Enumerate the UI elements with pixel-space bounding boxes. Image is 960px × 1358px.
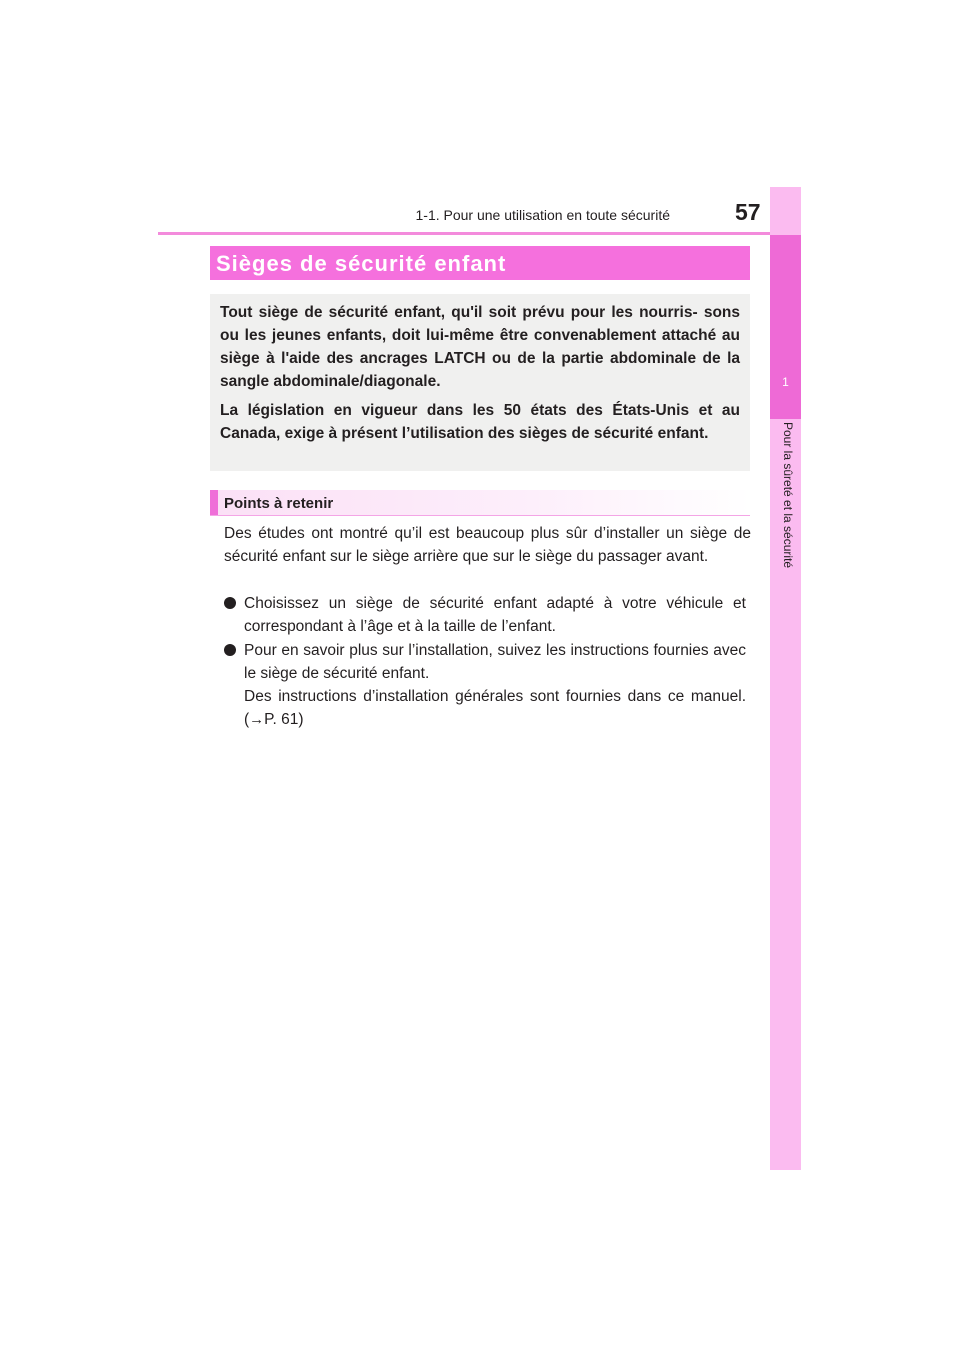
subhead-underline <box>210 515 750 516</box>
page-reference: P. 61) <box>264 711 304 728</box>
subhead-title: Points à retenir <box>224 495 334 512</box>
page-number: 57 <box>735 199 761 225</box>
intro-paragraph-1: Tout siège de sécurité enfant, qu'il soit prévu pour les nourris- sons ou les jeunes enfants, doit lui-même être convenablement attaché au siège à l'aide des ancrages LATCH ou de la partie abdominale de la sangle abdominale/diagonale. <box>220 304 740 390</box>
side-tab-number: 1 <box>782 375 789 389</box>
body-paragraph: Des études ont montré qu’il est beaucoup plus sûr d’installer un siège de sécurité enfant sur le siège arrière que sur le siège du passager avant. <box>224 525 751 565</box>
bullet-icon <box>224 597 236 609</box>
header-section-title: 1-1. Pour une utilisation en toute sécurité <box>415 207 670 223</box>
bullet-text: Choisissez un siège de sécurité enfant adapté à votre véhicule et correspondant à l’âge et à la taille de l’enfant. <box>244 595 746 635</box>
bullet-icon <box>224 644 236 656</box>
bullet-continuation <box>244 685 746 731</box>
side-tab-active-segment <box>770 235 801 419</box>
subhead-accent <box>210 490 218 516</box>
intro-paragraph-2: La législation en vigueur dans les 50 états des États-Unis et au Canada, exige à présent l’utilisation des sièges de sécurité enfant. <box>220 402 740 442</box>
section-title: Sièges de sécurité enfant <box>216 251 507 276</box>
continuation-text: Des instructions d’installation générales sont fournies dans ce manuel. ( <box>244 688 746 728</box>
bullet-item <box>224 639 746 731</box>
side-tab-label: Pour la sûreté et la sécurité <box>781 422 795 569</box>
bullet-text: Pour en savoir plus sur l’installation, suivez les instructions fournies avec le siège de sécurité enfant. <box>244 642 746 682</box>
bullet-item <box>224 592 746 638</box>
arrow-right-icon: → <box>249 711 265 728</box>
header-divider <box>158 232 800 235</box>
